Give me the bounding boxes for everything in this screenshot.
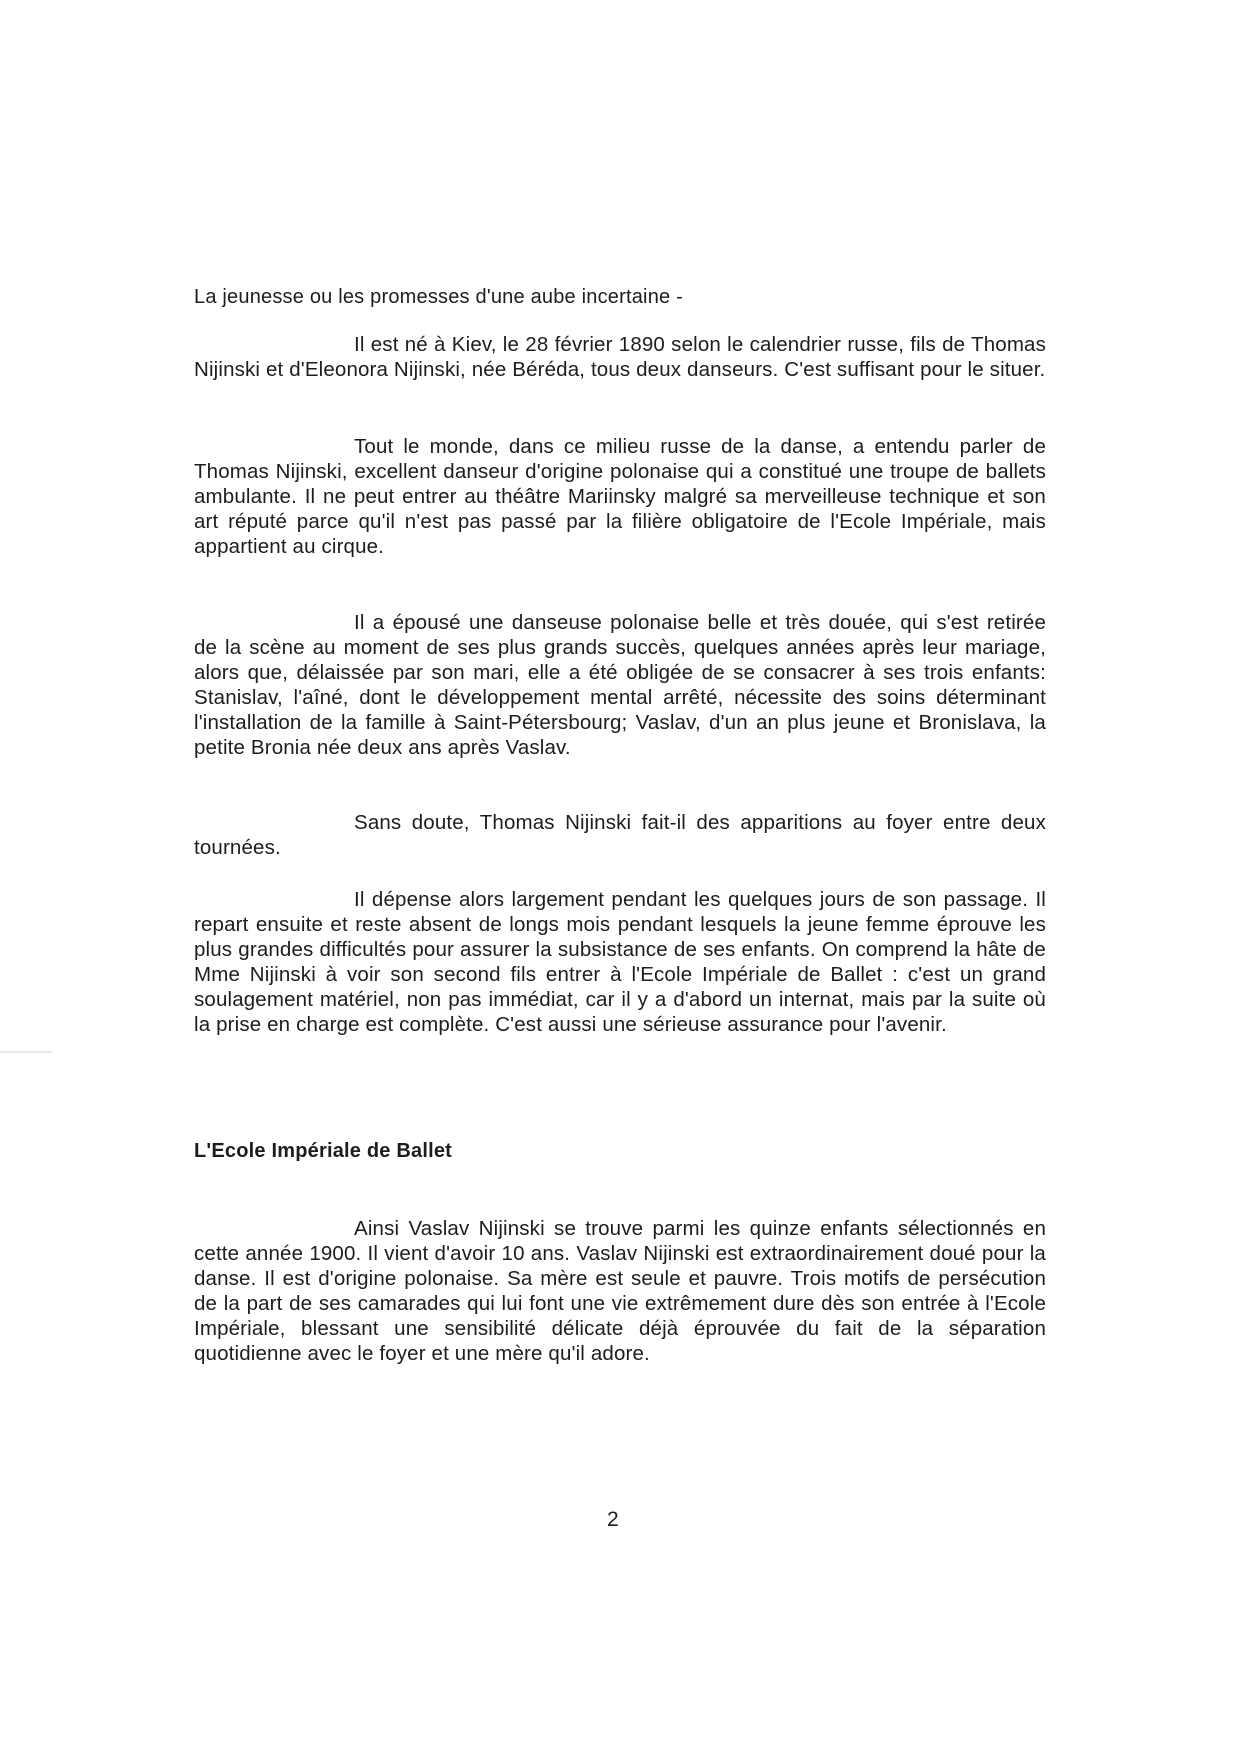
paragraph: Sans doute, Thomas Nijinski fait-il des apparitions au foyer entre deux tournées. [194,811,1046,859]
scan-artifact [0,1051,52,1053]
section-heading-youth: La jeunesse ou les promesses d'une aube incertaine - [194,286,683,308]
paragraph: Il a épousé une danseuse polonaise belle et très douée, qui s'est retirée de la scène au moment de ses plus grands succès, quelques années après leur mariage, alors que, délaissée par son mari, elle a été obligée de se consacrer à ses trois enfants: Stanislav, l'aîné, dont le développement mental arrêté, nécessite des soins déterminant l'installation de la famille à Saint-Pétersbourg; Vaslav, d'un an plus jeune et Bronislava, la petite Bronia née deux ans après Vaslav. [194,611,1046,759]
paragraph: Il dépense alors largement pendant les quelques jours de son passage. Il repart ensuite et reste absent de longs mois pendant lesquels la jeune femme éprouve les plus grandes difficultés pour assurer la subsistance de ses enfants. On comprend la hâte de Mme Nijinski à voir son second fils entrer à l'Ecole Impériale de Ballet : c'est un grand soulagement matériel, non pas immédiat, car il y a d'abord un internat, mais par la suite où la prise en charge est complète. C'est aussi une sérieuse assurance pour l'avenir. [194,888,1046,1036]
paragraph: Ainsi Vaslav Nijinski se trouve parmi les quinze enfants sélectionnés en cette année 1900. Il vient d'avoir 10 ans. Vaslav Nijinski est extraordinairement doué pour la danse. Il est d'origine polonaise. Sa mère est seule et pauvre. Trois motifs de persécution de la part de ses camarades qui lui font une vie extrêmement dure dès son entrée à l'Ecole Impériale, blessant une sensibilité délicate déjà éprouvée du fait de la séparation quotidienne avec le foyer et une mère qu'il adore. [194,1217,1046,1365]
section-heading-imperial-school: L'Ecole Impériale de Ballet [194,1140,453,1162]
page-number: 2 [607,1508,619,1531]
paragraph: Il est né à Kiev, le 28 février 1890 selon le calendrier russe, fils de Thomas Nijinski et d'Eleonora Nijinski, née Béréda, tous deux danseurs. C'est suffisant pour le situer. [194,333,1046,381]
paragraph: Tout le monde, dans ce milieu russe de la danse, a entendu parler de Thomas Nijinski, excellent danseur d'origine polonaise qui a constitué une troupe de ballets ambulante. Il ne peut entrer au théâtre Mariinsky malgré sa merveilleuse technique et son art réputé parce qu'il n'est pas passé par la filière obligatoire de l'Ecole Impériale, mais appartient au cirque. [194,435,1046,558]
